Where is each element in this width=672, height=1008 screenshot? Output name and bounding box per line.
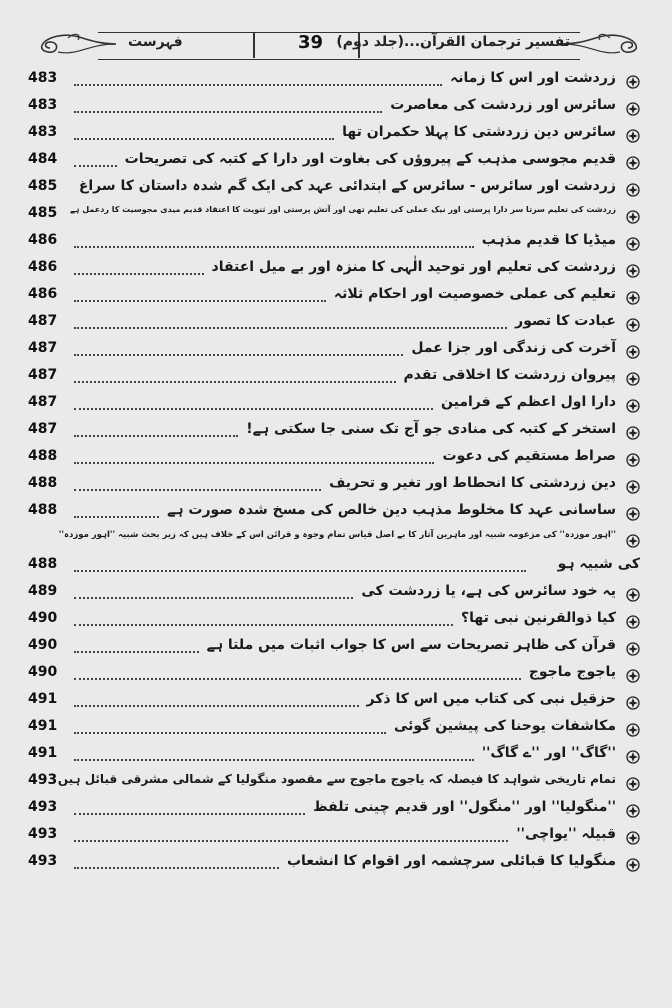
dot-leader bbox=[74, 165, 117, 167]
contents-entry[interactable] bbox=[0, 826, 672, 852]
contents-entry[interactable] bbox=[0, 718, 672, 744]
entry-title: زردشت اور سائرس - سائرس کے ابتدائی عہد کی ایک گم شدہ داستان کا سراغ bbox=[78, 178, 616, 194]
page-number: 39 bbox=[298, 32, 324, 53]
bullet-icon bbox=[626, 695, 640, 709]
dot-leader bbox=[74, 705, 359, 707]
entry-page-number: 488 bbox=[28, 448, 58, 464]
bullet-icon bbox=[626, 533, 640, 547]
entry-title: آخرت کی زندگی اور جزا عمل bbox=[411, 340, 616, 356]
dot-leader bbox=[74, 678, 521, 680]
entry-title: حزقیل نبی کی کتاب میں اس کا ذکر bbox=[366, 691, 616, 707]
page-header bbox=[28, 24, 650, 64]
dot-leader bbox=[74, 516, 159, 518]
entry-page-number: 491 bbox=[28, 691, 58, 707]
contents-entry[interactable] bbox=[0, 772, 672, 798]
dot-leader bbox=[74, 462, 434, 464]
contents-entry[interactable] bbox=[0, 367, 672, 393]
dot-leader bbox=[74, 273, 204, 275]
contents-entry[interactable] bbox=[0, 583, 672, 609]
dot-leader bbox=[74, 354, 403, 356]
contents-entry[interactable] bbox=[0, 853, 672, 879]
contents-entry[interactable] bbox=[0, 259, 672, 285]
entry-title: ''گاگ'' اور ''ے گاگ'' bbox=[481, 745, 616, 761]
contents-entry[interactable] bbox=[0, 556, 672, 582]
entry-title: ساسانی عہد کا مخلوط مذہب دین خالص کی مسخ شدہ صورت ہے bbox=[167, 502, 616, 518]
contents-entry[interactable] bbox=[0, 232, 672, 258]
dot-leader bbox=[74, 840, 508, 842]
bullet-icon bbox=[626, 128, 640, 142]
bullet-icon bbox=[626, 830, 640, 844]
entry-page-number: 483 bbox=[28, 70, 58, 86]
entry-title: قدیم مجوسی مذہب کے پیروؤں کی بغاوت اور دارا کے کتبہ کی تصریحات bbox=[124, 151, 616, 167]
bullet-icon bbox=[626, 506, 640, 520]
entry-title: زردشت اور اس کا زمانہ bbox=[450, 70, 616, 86]
entry-page-number: 486 bbox=[28, 286, 58, 302]
bullet-icon bbox=[626, 398, 640, 412]
bullet-icon bbox=[626, 236, 640, 250]
book-title: تفسیر ترجمان القرآن...(جلد دوم) bbox=[336, 34, 570, 50]
contents-entry[interactable] bbox=[0, 340, 672, 366]
entry-title: زردشت کی تعلیم سرتا سر دارا پرستی اور نیک عملی کی تعلیم تھی اور آتش پرستی اور ثنویت کا اعتقاد قدیم میدی مجوسیت کا ردعمل ہے bbox=[70, 205, 616, 214]
bullet-icon bbox=[626, 479, 640, 493]
entry-page-number: 487 bbox=[28, 340, 58, 356]
contents-entry[interactable] bbox=[0, 97, 672, 123]
dot-leader bbox=[74, 84, 442, 86]
dot-leader bbox=[74, 759, 474, 761]
entry-title: دارا اول اعظم کے فرامین bbox=[441, 394, 616, 410]
contents-entry[interactable] bbox=[0, 286, 672, 312]
entry-page-number: 487 bbox=[28, 394, 58, 410]
bullet-icon bbox=[626, 101, 640, 115]
bullet-icon bbox=[626, 452, 640, 466]
contents-entry[interactable] bbox=[0, 70, 672, 96]
bullet-icon bbox=[626, 425, 640, 439]
entry-page-number: 488 bbox=[28, 556, 58, 572]
entry-title: ''اہور موزدہ'' کی مزعومہ شبیہ اور ماہرین آثار کا بے اصل قیاس تمام وجوہ و قرائن اس کے خلاف ہیں کہ زیر بحث شبیہ ''اہور موزدہ'' bbox=[58, 530, 616, 540]
contents-entry[interactable] bbox=[0, 691, 672, 717]
entry-page-number: 488 bbox=[28, 502, 58, 518]
entry-title: کی شبیہ ہو bbox=[557, 556, 640, 572]
entry-page-number: 490 bbox=[28, 610, 58, 626]
contents-entry[interactable] bbox=[0, 421, 672, 447]
entry-title: ''منگولیا'' اور ''منگول'' اور قدیم چینی تلفظ bbox=[313, 799, 616, 815]
entry-title: کیا ذوالقرنین نبی تھا؟ bbox=[460, 610, 616, 626]
section-title: فہرست bbox=[128, 34, 183, 50]
entry-title: میڈیا کا قدیم مذہب bbox=[481, 232, 616, 248]
entry-title: سائرس اور زردشت کی معاصرت bbox=[390, 97, 616, 113]
bullet-icon bbox=[626, 317, 640, 331]
dot-leader bbox=[74, 489, 321, 491]
contents-entry[interactable] bbox=[0, 151, 672, 177]
contents-entry[interactable] bbox=[0, 313, 672, 339]
entry-title: منگولیا کا قبائلی سرچشمہ اور اقوام کا انشعاب bbox=[286, 853, 616, 869]
header-divider bbox=[253, 32, 255, 58]
entry-title: تمام تاریخی شواہد کا فیصلہ کہ یاجوج ماجوج سے مقصود منگولیا کے شمالی مشرقی قبائل ہیں bbox=[57, 772, 616, 786]
dot-leader bbox=[74, 867, 279, 869]
entry-page-number: 484 bbox=[28, 151, 58, 167]
bullet-icon bbox=[626, 182, 640, 196]
dot-leader bbox=[74, 300, 326, 302]
dot-leader bbox=[74, 813, 305, 815]
bullet-icon bbox=[626, 641, 640, 655]
bullet-icon bbox=[626, 155, 640, 169]
contents-entry[interactable] bbox=[0, 394, 672, 420]
contents-entry[interactable] bbox=[0, 124, 672, 150]
contents-entry[interactable] bbox=[0, 610, 672, 636]
entry-page-number: 483 bbox=[28, 97, 58, 113]
entry-title: دین زردشتی کا انحطاط اور تغیر و تحریف bbox=[329, 475, 616, 491]
dot-leader bbox=[74, 381, 396, 383]
entry-page-number: 487 bbox=[28, 367, 58, 383]
bullet-icon bbox=[626, 776, 640, 790]
entry-page-number: 485 bbox=[28, 178, 58, 194]
bullet-icon bbox=[626, 749, 640, 763]
bullet-icon bbox=[626, 209, 640, 223]
dot-leader bbox=[74, 408, 433, 410]
entry-page-number: 491 bbox=[28, 745, 58, 761]
contents-entry[interactable] bbox=[0, 448, 672, 474]
bullet-icon bbox=[626, 344, 640, 358]
dot-leader bbox=[74, 570, 526, 572]
bullet-icon bbox=[626, 587, 640, 601]
contents-entry[interactable] bbox=[0, 529, 672, 555]
bullet-icon bbox=[626, 668, 640, 682]
dot-leader bbox=[74, 597, 353, 599]
bullet-icon bbox=[626, 722, 640, 736]
bullet-icon bbox=[626, 371, 640, 385]
bullet-icon bbox=[626, 857, 640, 871]
entry-page-number: 486 bbox=[28, 259, 58, 275]
entry-page-number: 485 bbox=[28, 205, 58, 221]
entry-title: قرآن کی ظاہر تصریحات سے اس کا جواب اثبات میں ملتا ہے bbox=[206, 637, 616, 653]
contents-entry[interactable] bbox=[0, 502, 672, 528]
dot-leader bbox=[74, 327, 507, 329]
entry-title: سائرس دین زردشتی کا پہلا حکمران تھا bbox=[342, 124, 616, 140]
entry-title: زردشت کی تعلیم اور توحید الٰہی کا منزہ اور بے میل اعتقاد bbox=[211, 259, 616, 275]
contents-entry[interactable] bbox=[0, 799, 672, 825]
dot-leader bbox=[74, 435, 238, 437]
entry-title: صراط مستقیم کی دعوت bbox=[442, 448, 616, 464]
entry-page-number: 493 bbox=[28, 826, 58, 842]
entry-page-number: 493 bbox=[28, 772, 58, 788]
contents-entry[interactable] bbox=[0, 637, 672, 663]
bullet-icon bbox=[626, 290, 640, 304]
entry-page-number: 489 bbox=[28, 583, 58, 599]
entry-page-number: 486 bbox=[28, 232, 58, 248]
dot-leader bbox=[74, 111, 382, 113]
contents-entry[interactable] bbox=[0, 664, 672, 690]
dot-leader bbox=[74, 624, 453, 626]
entry-title: قبیلہ ''یواچی'' bbox=[516, 826, 616, 842]
entry-title: یاجوج ماجوج bbox=[528, 664, 616, 680]
entry-page-number: 493 bbox=[28, 853, 58, 869]
bullet-icon bbox=[626, 74, 640, 88]
dot-leader bbox=[74, 138, 334, 140]
dot-leader bbox=[74, 651, 199, 653]
entry-page-number: 487 bbox=[28, 421, 58, 437]
entry-title: تعلیم کی عملی خصوصیت اور احکام ثلاثہ bbox=[333, 286, 616, 302]
entry-title: استخر کے کتبہ کی منادی جو آج تک سنی جا سکتی ہے! bbox=[246, 421, 616, 437]
contents-entry[interactable] bbox=[0, 475, 672, 501]
contents-entry[interactable] bbox=[0, 178, 672, 204]
entry-page-number: 493 bbox=[28, 799, 58, 815]
entry-page-number: 487 bbox=[28, 313, 58, 329]
bullet-icon bbox=[626, 263, 640, 277]
bullet-icon bbox=[626, 614, 640, 628]
dot-leader bbox=[74, 732, 386, 734]
bullet-icon bbox=[626, 803, 640, 817]
entry-page-number: 488 bbox=[28, 475, 58, 491]
entry-page-number: 483 bbox=[28, 124, 58, 140]
entry-page-number: 490 bbox=[28, 637, 58, 653]
contents-entry[interactable] bbox=[0, 745, 672, 771]
entry-title: یہ خود سائرس کی ہے، یا زردشت کی bbox=[361, 583, 616, 599]
entry-title: عبادت کا تصور bbox=[515, 313, 616, 329]
dot-leader bbox=[74, 246, 474, 248]
contents-entry[interactable] bbox=[0, 205, 672, 231]
entry-title: پیروان زردشت کا اخلاقی تقدم bbox=[403, 367, 616, 383]
entry-title: مکاشفات یوحنا کی پیشین گوئی bbox=[393, 718, 616, 734]
entry-page-number: 490 bbox=[28, 664, 58, 680]
entry-page-number: 491 bbox=[28, 718, 58, 734]
